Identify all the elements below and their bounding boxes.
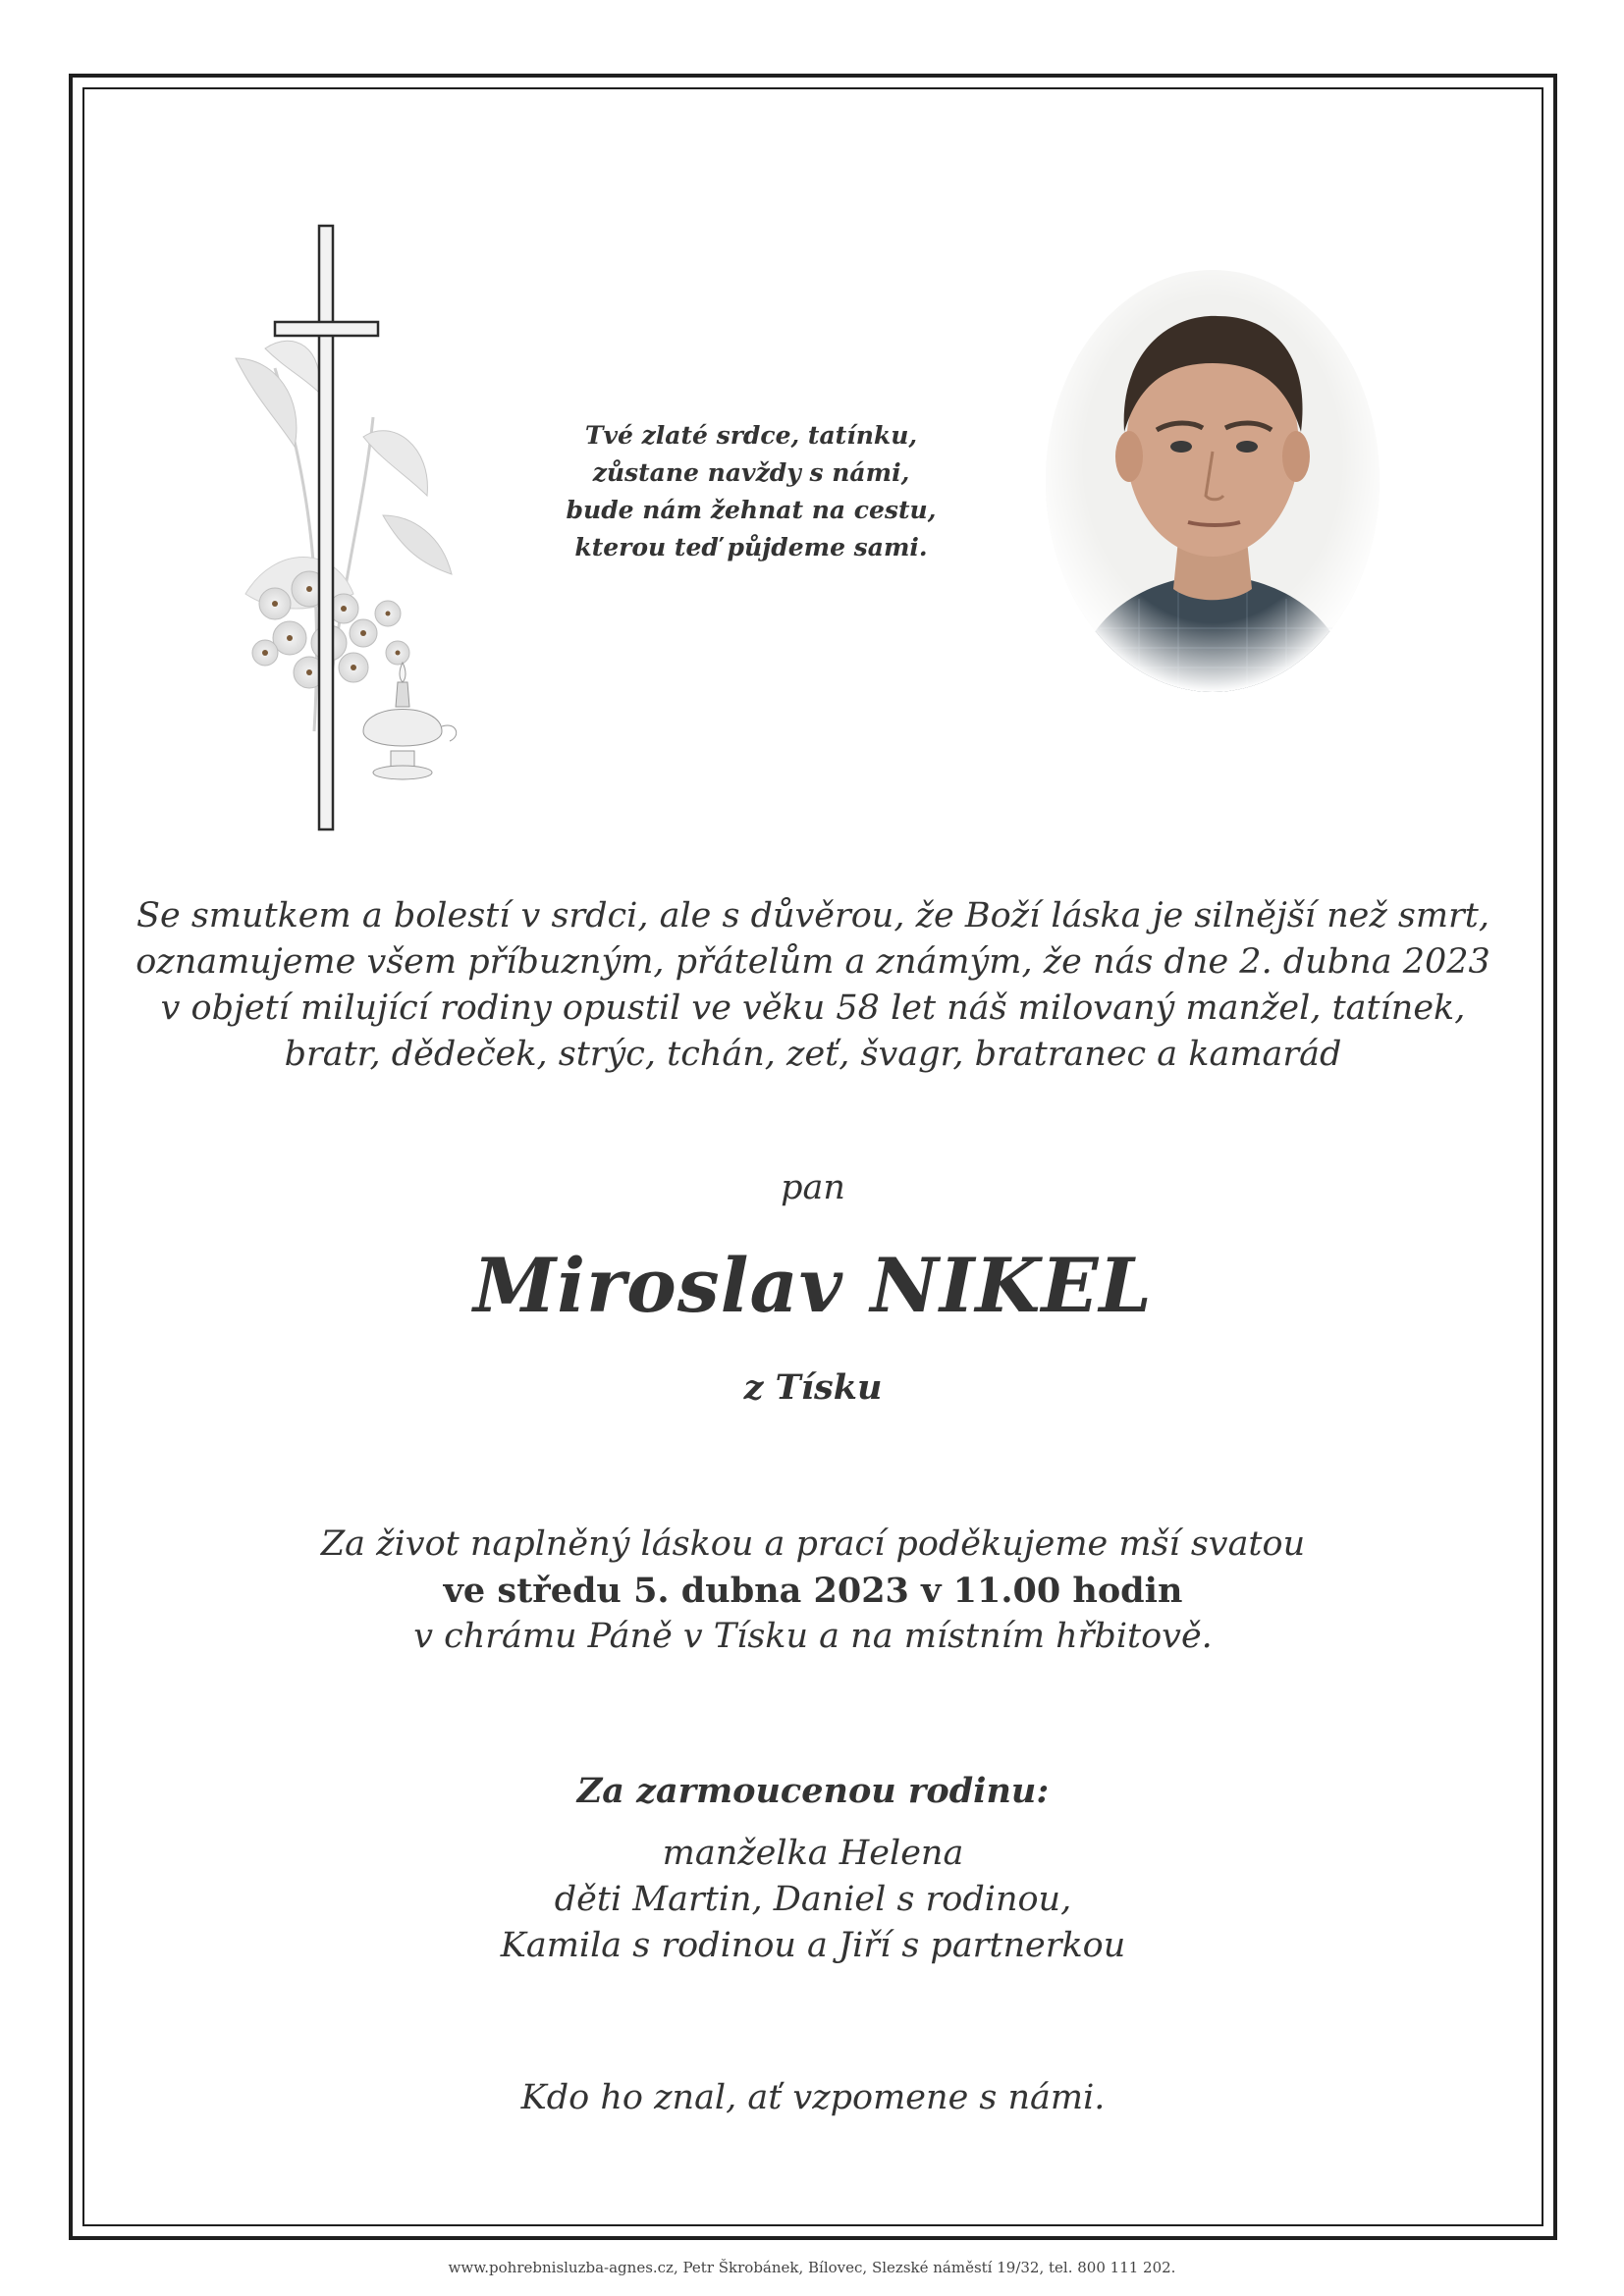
portrait-photo — [1041, 265, 1384, 697]
announcement-line: bratr, dědeček, strýc, tchán, zeť, švagr, bratranec a kamarád — [284, 1035, 1342, 1074]
family-line: děti Martin, Daniel s rodinou, — [554, 1880, 1072, 1919]
announcement-line: v objetí milující rodiny opustil ve věku 58 let náš milovaný manžel, tatínek, — [160, 988, 1466, 1028]
footer-contact: www.pohrebnisluzba-agnes.cz, Petr Škrobánek, Bílovec, Slezské náměstí 19/32, tel. 800 111 202. — [448, 2259, 1176, 2276]
closing-line: Kdo ho znal, ať vzpomene s námi. — [520, 2078, 1106, 2117]
poem-line: zůstane navždy s námi, — [592, 458, 910, 487]
cross-with-flowers-illustration — [216, 221, 511, 839]
family-heading: Za zarmoucenou rodinu: — [576, 1771, 1050, 1811]
ceremony-date-time: ve středu 5. dubna 2023 v 11.00 hodin — [443, 1571, 1183, 1611]
deceased-name: Miroslav NIKEL — [473, 1242, 1153, 1329]
memorial-poem — [530, 417, 972, 566]
poem-line: Tvé zlaté srdce, tatínku, — [584, 421, 918, 450]
announcement-line: Se smutkem a bolestí v srdci, ale s důvěrou, že Boží láska je silnější než smrt, — [136, 896, 1489, 935]
announcement-line: oznamujeme všem příbuzným, přátelům a známým, že nás dne 2. dubna 2023 — [135, 942, 1490, 982]
poem-line: bude nám žehnat na cestu, — [566, 496, 937, 524]
ceremony-place: v chrámu Páně v Tísku a na místním hřbitově. — [413, 1617, 1213, 1656]
ceremony-line: Za život naplněný láskou a prací poděkujeme mší svatou — [320, 1524, 1306, 1564]
family-members — [82, 1831, 1543, 1969]
poem-line: kterou teď půjdeme sami. — [574, 533, 928, 561]
announcement-text — [82, 893, 1543, 1078]
family-line: manželka Helena — [662, 1834, 964, 1873]
deceased-origin: z Tísku — [743, 1367, 883, 1408]
family-line: Kamila s rodinou a Jiří s partnerkou — [500, 1926, 1126, 1965]
honorific: pan — [781, 1168, 845, 1207]
ceremony-details — [82, 1522, 1543, 1660]
